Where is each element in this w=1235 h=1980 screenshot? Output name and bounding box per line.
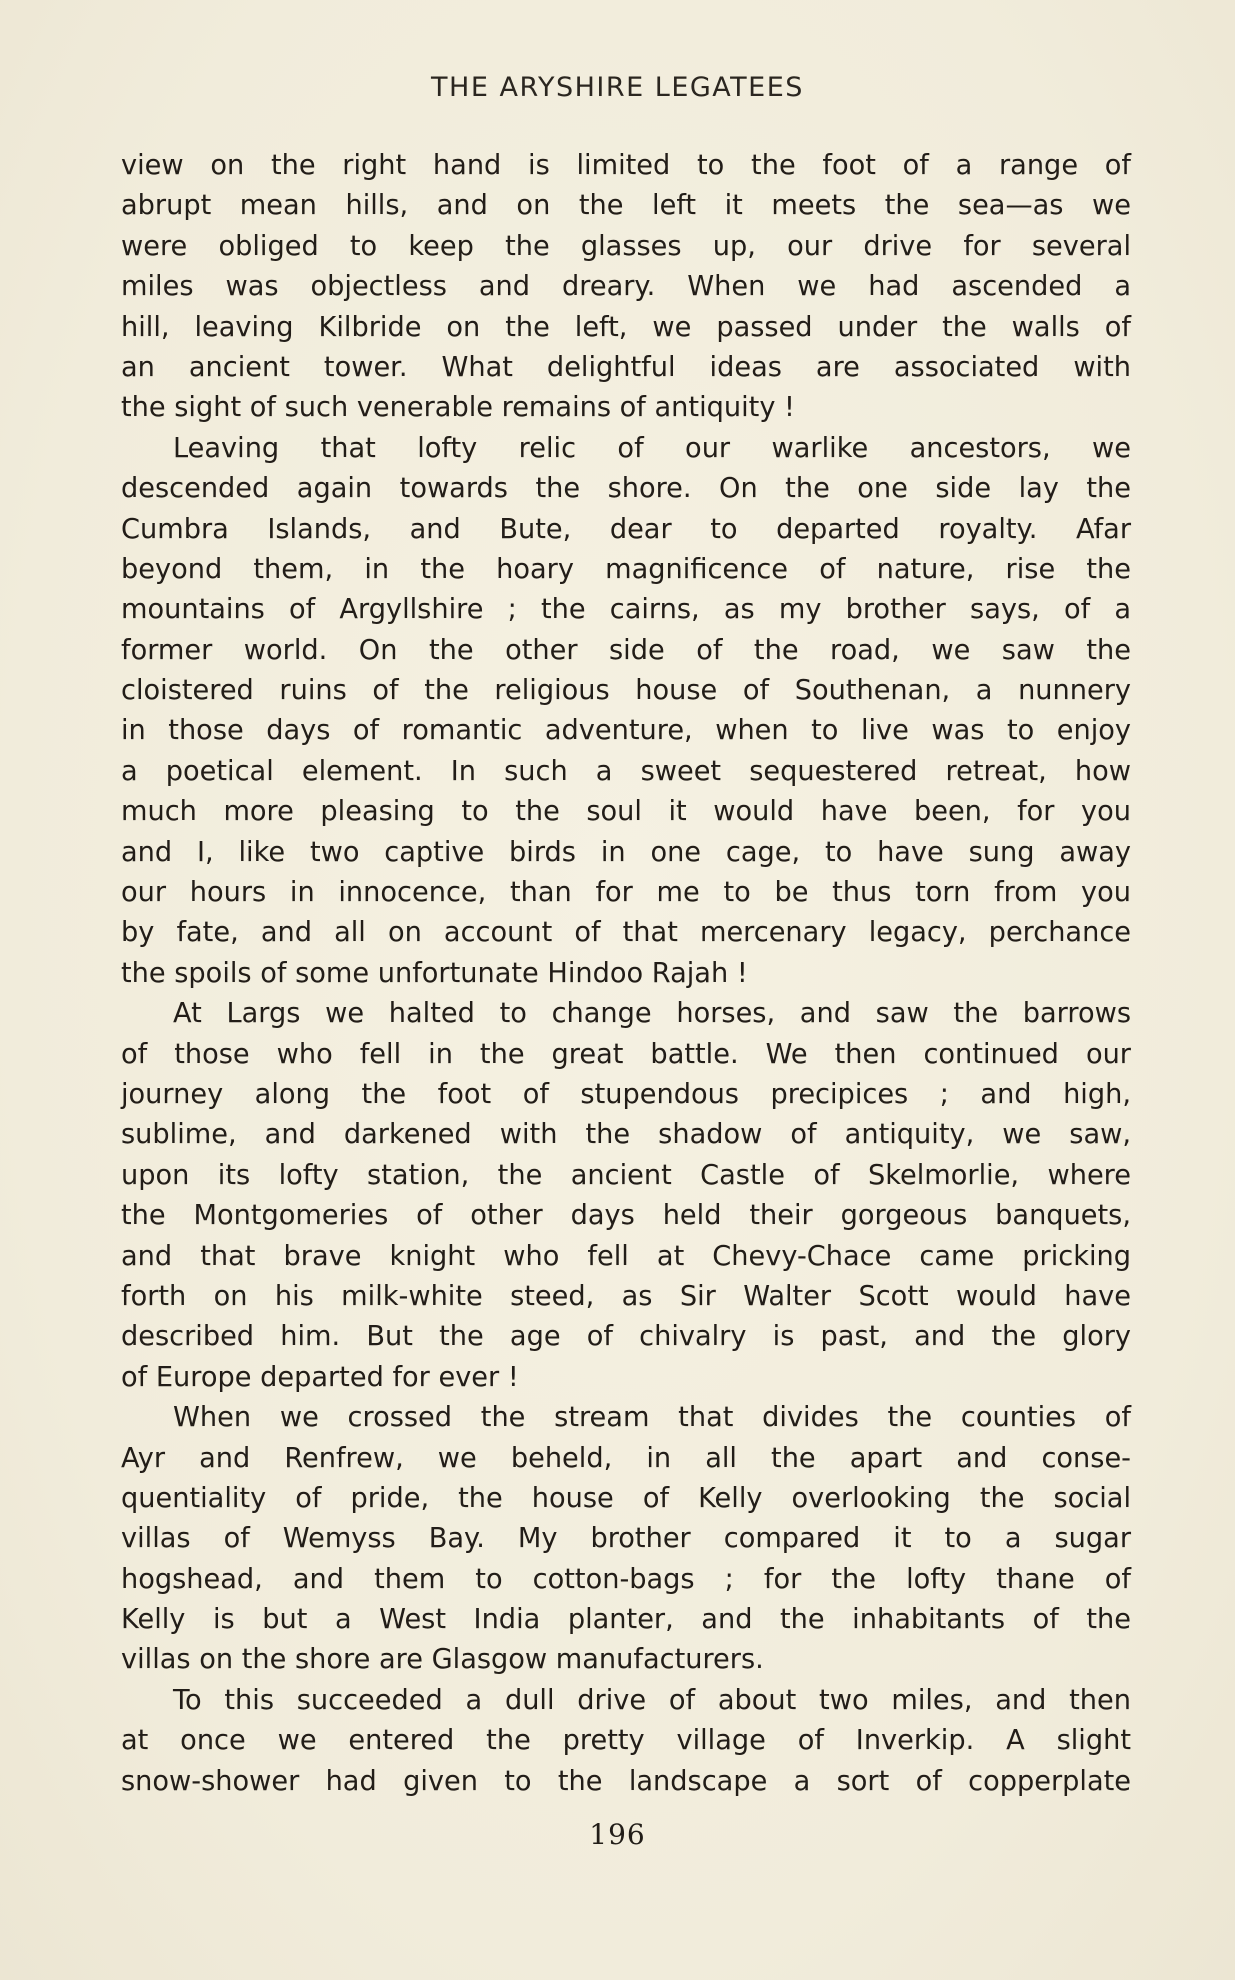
text-line: To this succeeded a dull drive of about two miles, and then	[173, 1684, 1131, 1716]
text-line: mountains of Argyllshire ; the cairns, as my brother says, of a	[121, 594, 1131, 626]
text-line: and that brave knight who fell at Chevy-Chace came pricking	[121, 1240, 1131, 1272]
page-number: 196	[589, 1818, 646, 1851]
text-line: Cumbra Islands, and Bute, dear to departed royalty. Afar	[121, 513, 1131, 545]
text-line: at once we entered the pretty village of Inverkip. A slight	[121, 1725, 1131, 1757]
text-line: villas on the shore are Glasgow manufacturers.	[121, 1644, 764, 1676]
text-line: villas of Wemyss Bay. My brother compared it to a sugar	[121, 1523, 1131, 1555]
text-line: and I, like two captive birds in one cage, to have sung away	[121, 836, 1131, 868]
text-line: Ayr and Renfrew, we beheld, in all the apart and conse-	[121, 1442, 1131, 1474]
text-line: former world. On the other side of the road, we saw the	[121, 634, 1131, 666]
text-line: At Largs we halted to change horses, and saw the barrows	[173, 998, 1131, 1030]
text-line: forth on his milk-white steed, as Sir Walter Scott would have	[121, 1280, 1131, 1312]
running-head: THE ARYSHIRE LEGATEES	[431, 72, 804, 103]
text-line: were obliged to keep the glasses up, our drive for several	[121, 230, 1131, 262]
text-line: by fate, and all on account of that mercenary legacy, perchance	[121, 917, 1131, 949]
text-line: hogshead, and them to cotton-bags ; for the lofty thane of	[121, 1563, 1131, 1595]
text-line: of those who fell in the great battle. We then continued our	[121, 1038, 1131, 1070]
text-line: of Europe departed for ever !	[121, 1361, 519, 1393]
text-line: upon its lofty station, the ancient Castle of Skelmorlie, where	[121, 1159, 1131, 1191]
text-line: a poetical element. In such a sweet sequestered retreat, how	[121, 755, 1131, 787]
text-line: an ancient tower. What delightful ideas are associated with	[121, 351, 1131, 383]
text-line: cloistered ruins of the religious house of Southenan, a nunnery	[121, 675, 1131, 707]
text-line: journey along the foot of stupendous precipices ; and high,	[121, 1078, 1131, 1110]
text-line: snow-shower had given to the landscape a sort of copperplate	[121, 1765, 1131, 1797]
text-line: descended again towards the shore. On the one side lay the	[121, 473, 1131, 505]
text-line: quentiality of pride, the house of Kelly overlooking the social	[121, 1482, 1131, 1514]
text-line: the Montgomeries of other days held their gorgeous banquets,	[121, 1200, 1131, 1232]
text-line: our hours in innocence, than for me to be thus torn from you	[121, 877, 1131, 909]
text-line: abrupt mean hills, and on the left it meets the sea—as we	[121, 190, 1131, 222]
text-line: When we crossed the stream that divides the counties of	[173, 1402, 1131, 1434]
text-line: Leaving that lofty relic of our warlike ancestors, we	[173, 432, 1131, 464]
text-line: much more pleasing to the soul it would have been, for you	[121, 796, 1131, 828]
text-line: miles was objectless and dreary. When we had ascended a	[121, 271, 1131, 303]
text-line: hill, leaving Kilbride on the left, we passed under the walls of	[121, 311, 1131, 343]
text-line: the sight of such venerable remains of antiquity !	[121, 392, 795, 424]
text-line: beyond them, in the hoary magnificence of nature, rise the	[121, 553, 1131, 585]
body-text	[121, 146, 1131, 1802]
text-line: Kelly is but a West India planter, and the inhabitants of the	[121, 1604, 1131, 1636]
text-line: in those days of romantic adventure, when to live was to enjoy	[121, 715, 1131, 747]
text-line: view on the right hand is limited to the foot of a range of	[121, 150, 1131, 181]
text-line: described him. But the age of chivalry is past, and the glory	[121, 1321, 1131, 1353]
text-line: the spoils of some unfortunate Hindoo Rajah !	[121, 957, 748, 989]
text-line: sublime, and darkened with the shadow of antiquity, we saw,	[121, 1119, 1131, 1151]
